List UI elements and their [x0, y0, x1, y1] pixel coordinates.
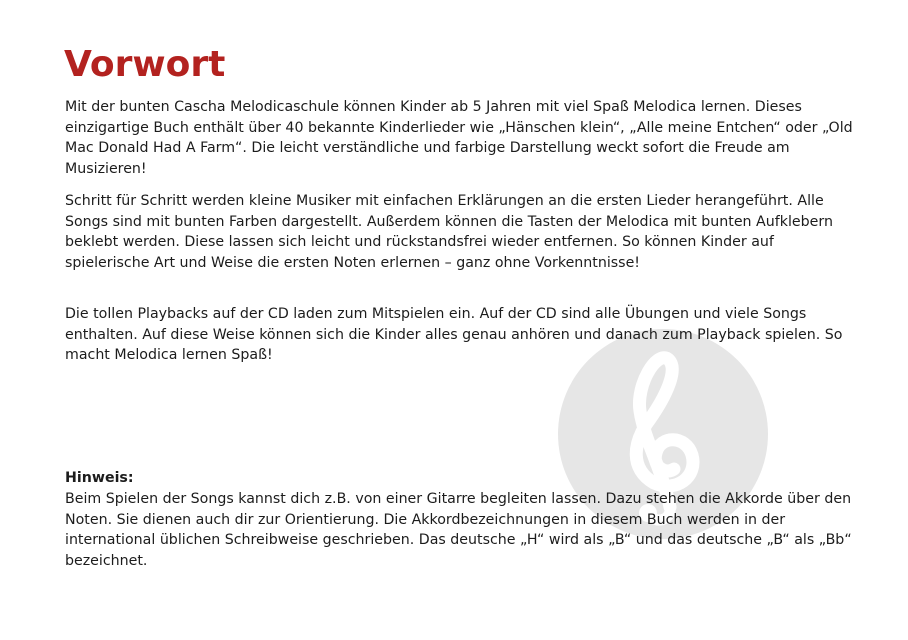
note-heading: Hinweis: — [65, 470, 134, 486]
note-text: Beim Spielen der Songs kannst dich z.B. von einer Gitarre begleiten lassen. Dazu stehen die Akkorde über den Noten. Sie dienen auch dir zur Orientierung. Die Akkordbezeichnungen in diesem Buch werden in der international üblichen Schreibweise geschrieben. Das deutsche „H“ wird als „B“ und das deutsche „B“ als „Bb“ bezeichnet. — [65, 491, 852, 569]
paragraph-playbacks: Die tollen Playbacks auf der CD laden zum Mitspielen ein. Auf der CD sind alle Übungen und viele Songs enthalten. Auf diese Weise können sich die Kinder alles genau anhören und danach zum Playback spielen. So macht Melodica lernen Spaß! — [65, 306, 843, 363]
paragraph-intro: Mit der bunten Cascha Melodicaschule können Kinder ab 5 Jahren mit viel Spaß Melodica lernen. Dieses einzigartige Buch enthält über 40 bekannte Kinderlieder wie „Hänschen klein“, „Alle meine Entchen“ oder „Old Mac Donald Had A Farm“. Die leicht verständliche und farbige Darstellung weckt sofort die Freude am Musizieren! — [65, 99, 853, 177]
paragraph-steps: Schritt für Schritt werden kleine Musiker mit einfachen Erklärungen an die ersten Lieder herangeführt. Alle Songs sind mit bunten Farben dargestellt. Außerdem können die Tasten der Melodica mit bunten Aufklebern beklebt werden. Diese lassen sich leicht und rückstandsfrei wieder entfernen. So können Kinder auf spielerische Art und Weise die ersten Noten erlernen – ganz ohne Vorkenntnisse! — [65, 193, 833, 271]
page-title: Vorwort — [64, 44, 226, 85]
